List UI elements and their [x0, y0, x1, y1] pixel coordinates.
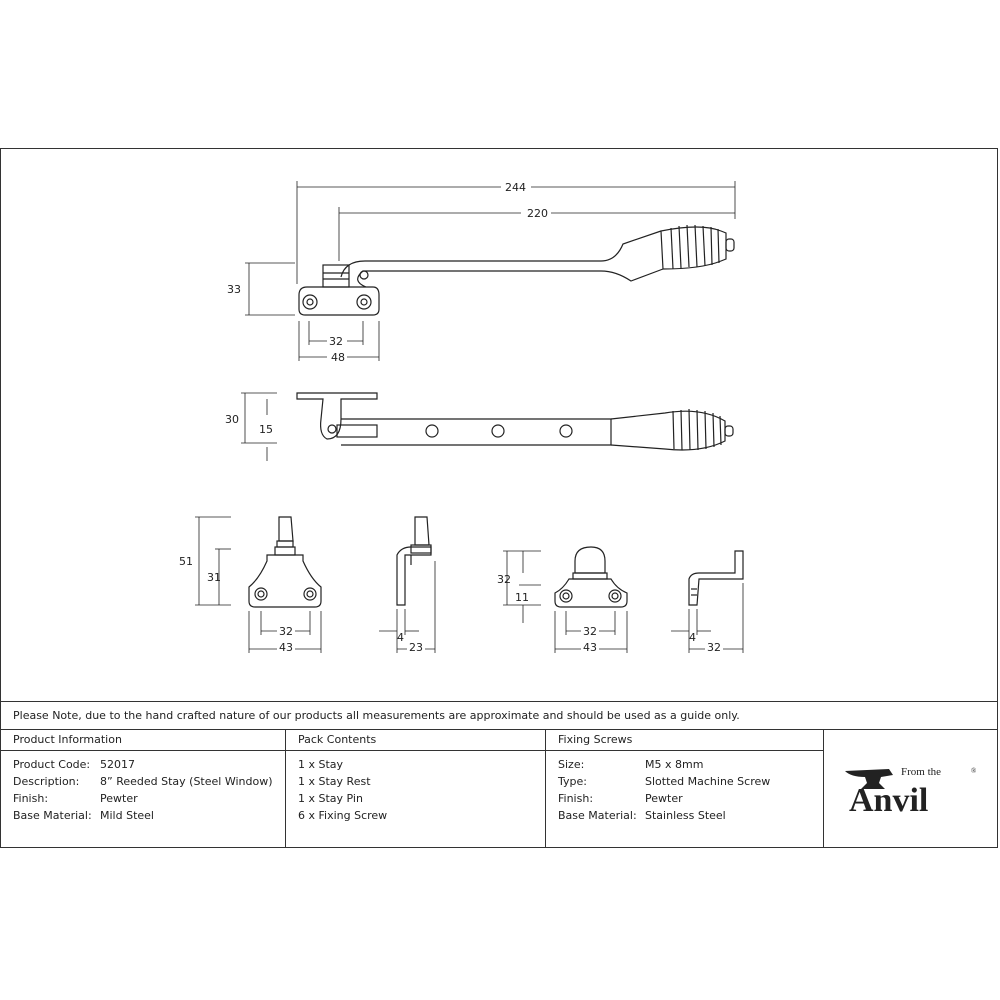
header-divider [1, 750, 823, 751]
column-divider [823, 729, 824, 847]
description-label: Description: [13, 775, 80, 788]
logo-name: Anvil [849, 782, 929, 819]
dim-30: 30 [225, 413, 239, 426]
stay-rest-front [249, 517, 321, 607]
fixing-screws-title: Fixing Screws [558, 733, 633, 746]
dim-32-pin-width: 32 [583, 625, 597, 638]
dim-220: 220 [527, 207, 548, 220]
dim-32-top: 32 [329, 335, 343, 348]
pack-item: 1 x Stay Rest [298, 775, 371, 788]
screw-type-value: Slotted Machine Screw [645, 775, 771, 788]
drawing-sheet [0, 148, 998, 848]
column-divider [545, 729, 546, 847]
finish-label: Finish: [13, 792, 49, 805]
screw-size-label: Size: [558, 758, 585, 771]
product-information-title: Product Information [13, 733, 122, 746]
pack-contents-title: Pack Contents [298, 733, 377, 746]
stay-rest-front-dimensions [195, 517, 321, 653]
screw-finish-value: Pewter [645, 792, 683, 805]
pack-item: 6 x Fixing Screw [298, 809, 388, 822]
stay-pin-front [555, 547, 627, 607]
anvil-logo [841, 759, 981, 819]
dim-32-pin: 32 [497, 573, 511, 586]
stay-top-view [299, 225, 734, 315]
screw-size-value: M5 x 8mm [645, 758, 704, 771]
dim-43-pin: 43 [583, 641, 597, 654]
stay-pin-side [689, 551, 743, 605]
stay-rest-side [397, 517, 431, 605]
dim-32-rest: 32 [279, 625, 293, 638]
pack-item: 1 x Stay Pin [298, 792, 363, 805]
pack-item: 1 x Stay [298, 758, 344, 771]
screw-material-value: Stainless Steel [645, 809, 726, 822]
dim-4-pin: 4 [689, 631, 696, 644]
column-divider [285, 729, 286, 847]
logo-registered-mark: ® [971, 767, 977, 775]
logo-from-the: From the [901, 766, 942, 778]
screw-finish-label: Finish: [558, 792, 594, 805]
dim-33: 33 [227, 283, 241, 296]
product-code-label: Product Code: [13, 758, 91, 771]
finish-value: Pewter [100, 792, 138, 805]
dim-244: 244 [505, 181, 526, 194]
screw-material-label: Base Material: [558, 809, 637, 822]
table-divider [1, 729, 997, 730]
dim-11: 11 [515, 591, 529, 604]
note-divider [1, 701, 997, 702]
dim-31: 31 [207, 571, 221, 584]
base-material-value: Mild Steel [100, 809, 154, 822]
stay-side-view [297, 393, 733, 450]
measurement-note: Please Note, due to the hand crafted nature of our products all measurements are approximate and should be used as a guide only. [13, 709, 740, 722]
dim-51: 51 [179, 555, 193, 568]
screw-type-label: Type: [558, 775, 587, 788]
technical-drawing [1, 149, 999, 701]
base-material-label: Base Material: [13, 809, 92, 822]
product-code-value: 52017 [100, 758, 135, 771]
dim-23: 23 [409, 641, 423, 654]
stay-rest-side-dimensions [379, 561, 435, 653]
dim-43-rest: 43 [279, 641, 293, 654]
dim-32-pin-side: 32 [707, 641, 721, 654]
dim-15: 15 [259, 423, 273, 436]
dim-48: 48 [331, 351, 345, 364]
description-value: 8” Reeded Stay (Steel Window) [100, 775, 273, 788]
dim-4-rest: 4 [397, 631, 404, 644]
